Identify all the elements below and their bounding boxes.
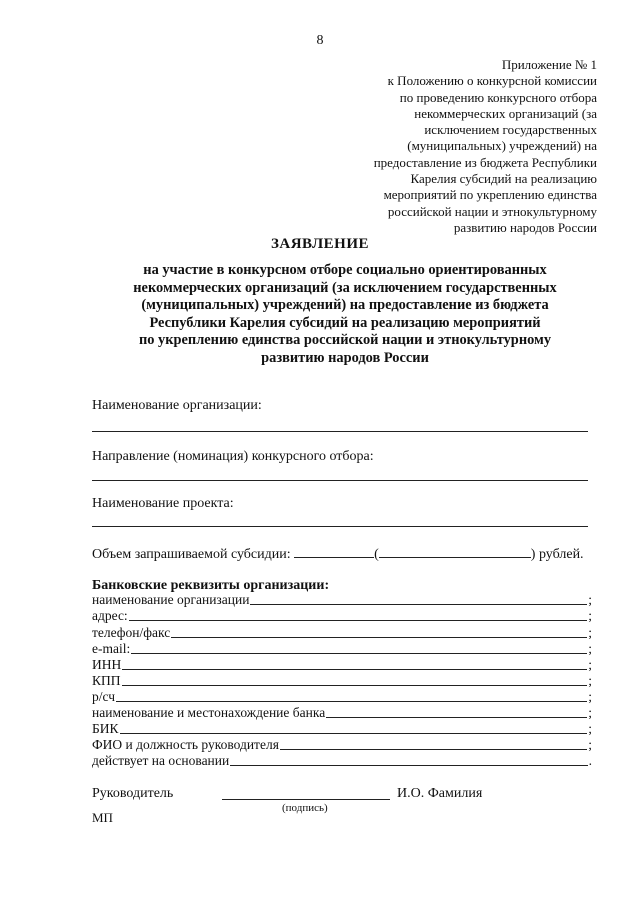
document-title: ЗАЯВЛЕНИЕ — [270, 236, 370, 252]
project-name-field[interactable] — [92, 526, 588, 527]
bank-row-end: ; — [588, 673, 592, 688]
subtitle-line: Республики Карелия субсидий на реализацию мероприятий — [149, 314, 541, 331]
subsidy-amount-words-field[interactable] — [379, 544, 531, 558]
org-name-field[interactable] — [92, 431, 588, 432]
bank-row-field[interactable] — [280, 749, 587, 750]
bank-row-field[interactable] — [250, 604, 587, 605]
bank-row — [92, 673, 592, 688]
signature-caption: (подпись) — [282, 802, 328, 814]
bank-row-end: ; — [588, 689, 592, 704]
bank-row — [92, 721, 592, 736]
bank-row-end: ; — [588, 657, 592, 672]
bank-row-field[interactable] — [122, 685, 588, 686]
bank-row-field[interactable] — [116, 701, 587, 702]
bank-row-label: ИНН — [92, 657, 122, 672]
bank-row-field[interactable] — [171, 637, 587, 638]
bank-row-label: ФИО и должность руководителя — [92, 737, 279, 752]
bank-row-field[interactable] — [122, 669, 587, 670]
appendix-line: мероприятий по укреплению единства — [383, 187, 597, 203]
bank-row — [92, 705, 592, 720]
bank-row-label: e-mail: — [92, 641, 131, 656]
direction-label: Направление (номинация) конкурсного отбора: — [92, 449, 374, 464]
appendix-line: российской нации и этнокультурному — [387, 203, 597, 219]
bank-row — [92, 641, 592, 656]
bank-row-field[interactable] — [131, 653, 587, 654]
bank-row-end: ; — [588, 641, 592, 656]
bank-row — [92, 657, 592, 672]
bank-row-label: р/сч — [92, 689, 116, 704]
bank-row-label: КПП — [92, 673, 121, 688]
bank-row-label: телефон/факс — [92, 625, 171, 640]
signatory-role: Руководитель — [92, 786, 174, 801]
subsidy-open-paren: ( — [374, 547, 379, 562]
bank-row-label: адрес: — [92, 608, 128, 623]
bank-row-label: БИК — [92, 721, 119, 736]
bank-row-label: действует на основании — [92, 753, 230, 768]
document-subtitle — [115, 262, 575, 368]
appendix-line: исключением государственных — [424, 122, 597, 138]
bank-row — [92, 689, 592, 704]
direction-field[interactable] — [92, 480, 588, 481]
project-name-label: Наименование проекта: — [92, 496, 234, 511]
bank-row-end: ; — [588, 608, 592, 623]
bank-row — [92, 608, 592, 623]
bank-row-end: ; — [588, 721, 592, 736]
subtitle-line: на участие в конкурсном отборе социально ориентированных — [143, 262, 547, 278]
subsidy-suffix: ) рублей. — [530, 547, 584, 562]
bank-row-field[interactable] — [129, 620, 588, 621]
page-number: 8 — [316, 33, 324, 48]
bank-row-end: ; — [588, 737, 592, 752]
bank-row-end: ; — [588, 625, 592, 640]
bank-row — [92, 592, 592, 607]
signatory-name: И.О. Фамилия — [397, 786, 483, 801]
appendix-line: по проведению конкурсного отбора — [399, 89, 597, 105]
bank-row-label: наименование организации — [92, 592, 250, 607]
subsidy-amount-field[interactable] — [294, 544, 374, 558]
appendix-line: (муниципальных) учреждений) на — [407, 138, 597, 154]
bank-row-field[interactable] — [230, 765, 587, 766]
appendix-line: к Положению о конкурсной комиссии — [387, 73, 597, 89]
bank-details-title: Банковские реквизиты организации: — [92, 578, 330, 593]
bank-row-label: наименование и местонахождение банка — [92, 705, 326, 720]
bank-row-end: . — [588, 753, 592, 768]
bank-row-end: ; — [588, 705, 592, 720]
org-name-label: Наименование организации: — [92, 398, 262, 413]
bank-row-field[interactable] — [326, 717, 587, 718]
bank-row — [92, 753, 592, 768]
subtitle-line: по укреплению единства российской нации и этнокультурному — [138, 332, 552, 349]
bank-row-end: ; — [588, 592, 592, 607]
bank-row-field[interactable] — [120, 733, 588, 734]
appendix-note — [347, 57, 597, 236]
appendix-line: Приложение № 1 — [501, 57, 597, 72]
bank-row — [92, 625, 592, 640]
subtitle-line: (муниципальных) учреждений) на предоставление из бюджета — [141, 297, 549, 314]
stamp-placeholder: МП — [92, 810, 113, 825]
subtitle-line: развитию народов России — [261, 349, 429, 366]
appendix-line: предоставление из бюджета Республики — [373, 154, 597, 170]
appendix-line: Карелия субсидий на реализацию — [410, 171, 597, 187]
bank-row — [92, 737, 592, 752]
appendix-line: некоммерческих организаций (за — [414, 105, 597, 121]
subtitle-line: некоммерческих организаций (за исключением государственных — [133, 279, 557, 296]
signature-field[interactable] — [222, 799, 390, 800]
subsidy-row — [92, 544, 584, 563]
subsidy-label: Объем запрашиваемой субсидии: — [92, 547, 291, 562]
appendix-line: развитию народов России — [453, 219, 597, 235]
